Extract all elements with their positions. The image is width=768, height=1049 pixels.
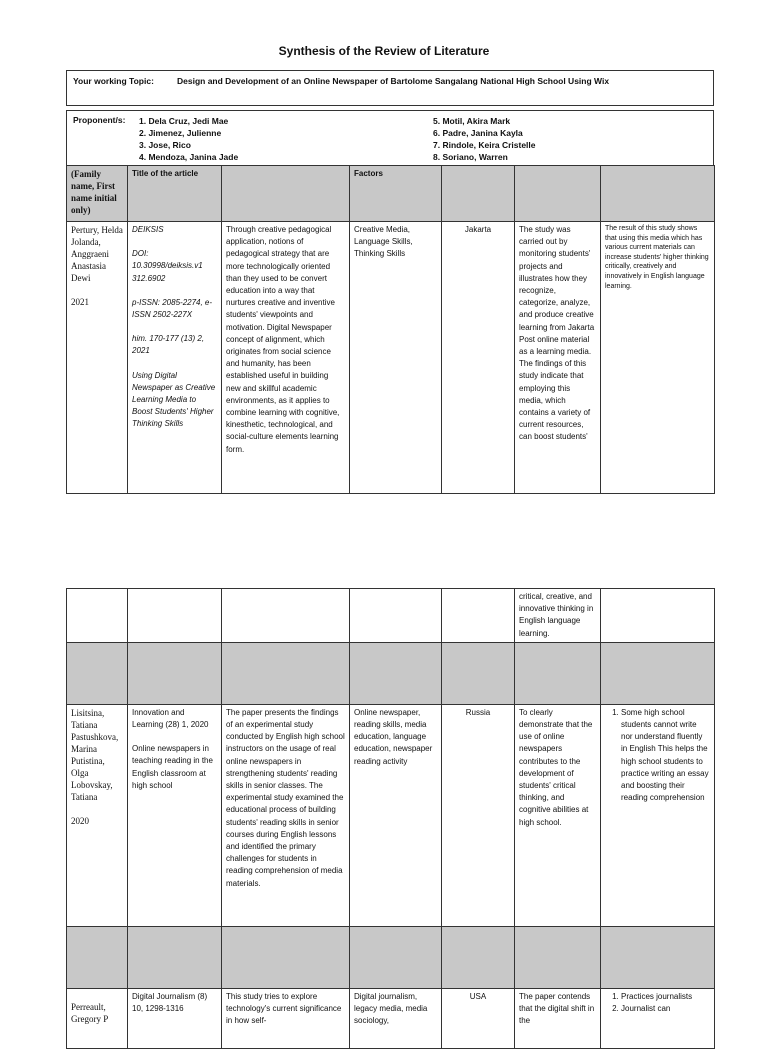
row3-title: Digital Journalism (8) 10, 1298-1316: [128, 988, 222, 1048]
conclusion-item: 2. Journalist can: [621, 1003, 710, 1015]
proponent-item: 5. Motil, Akira Mark: [433, 116, 511, 126]
table-row: [67, 589, 715, 643]
doi: DOI: 10.30998/deiksis.v1 312.6902: [132, 249, 203, 283]
header-factors: Factors: [350, 166, 442, 222]
row2-factors: Online newspaper, reading skills, media education, language education, newspaper reading activity: [350, 704, 442, 926]
header-cell: [601, 166, 715, 222]
proponents-list-left: [139, 115, 238, 163]
row1-summary: Through creative pedagogical application, notions of pedagogical strategy that are more technologically oriented than they used to be convert education into a way that nurtures creative and inventive students' viewpoints and motivation. Digital Newspaper concept of alignment, which originates from social science and humanity, has been established useful in building new and skillful academic environments, as it applies to combine learning with cognitive, kinesthetic, technological, and social-culture elements learning form.: [222, 222, 350, 494]
header-cell: [222, 166, 350, 222]
header-cell: [515, 166, 601, 222]
article-title: Using Digital Newspaper as Creative Learning Media to Boost Students' Higher Thinking Skills: [132, 370, 216, 429]
row2-title: [128, 704, 222, 926]
row3-findings: The paper contends that the digital shift in the: [515, 988, 601, 1048]
journal-name: DEIKSIS: [132, 225, 164, 234]
row3-conclusion: [601, 988, 715, 1048]
row2-author: [67, 704, 128, 926]
table-row: [67, 704, 715, 926]
author-names: Lisitsina, Tatiana Pastushkova, Marina Putistina, Olga Lobovskay, Tatiana: [71, 707, 119, 802]
row3-author: [67, 988, 128, 1048]
literature-table-part1: [66, 165, 715, 494]
article-title: Online newspapers in teaching reading in the English classroom at high school: [132, 744, 213, 790]
literature-table-part2: [66, 588, 715, 1049]
table-row: [67, 988, 715, 1048]
conclusion-item: 1. Practices journalists: [621, 991, 710, 1003]
table-row: [67, 222, 715, 494]
proponent-item: 1. Dela Cruz, Jedi Mae: [139, 116, 229, 126]
author-names: Pertury, Helda Jolanda, Anggraeni Anastasia Dewi: [71, 225, 123, 283]
header-title: Title of the article: [128, 166, 222, 222]
proponent-item: 3. Jose, Rico: [139, 140, 191, 150]
row3-factors: Digital journalism, legacy media, media sociology,: [350, 988, 442, 1048]
row1-location: Jakarta: [442, 222, 515, 494]
proponents-box: [66, 110, 714, 166]
row1-findings: The study was carried out by monitoring students' projects and illustrates how they recognize, categorize, analyze, and produce creative learning from Jakarta Post online material as a learning media. The findings of this study indicate that employing this media, which contains a variety of current resources, can boost students': [515, 222, 601, 494]
row1-findings-continued: critical, creative, and innovative thinking in English language learning.: [515, 589, 601, 643]
row2-findings: To clearly demonstrate that the use of online newspapers contributes to the development of students' critical thinking, and cognitive abilities at high school.: [515, 704, 601, 926]
page-title: Synthesis of the Review of Literature: [278, 44, 490, 58]
row1-factors: Creative Media, Language Skills, Thinking Skills: [350, 222, 442, 494]
row3-location: USA: [442, 988, 515, 1048]
table-header-row: [67, 166, 715, 222]
working-topic-box: [66, 70, 714, 106]
row1-title: [128, 222, 222, 494]
table-spacer-row: [67, 926, 715, 988]
row2-location: Russia: [442, 704, 515, 926]
pages: him. 170-177 (13) 2, 2021: [132, 334, 205, 356]
proponents-list-right: [433, 115, 536, 163]
header-author: (Family name, First name initial only): [67, 166, 128, 222]
proponent-item: 6. Padre, Janina Kayla: [433, 128, 523, 138]
row2-conclusion: [601, 704, 715, 926]
issn: p-ISSN: 2085-2274, e-ISSN 2502-227X: [132, 297, 213, 320]
row1-author: [67, 222, 128, 494]
proponents-label: Proponent/s:: [73, 115, 126, 125]
row2-summary: The paper presents the findings of an experimental study conducted by English high school instructors on the usage of real online newspapers in strengthening students' reading skills in senior classes. The experimental study examined the educational process of building students' reading skills in senior courses during English lessons and identified the primary challenges for students in reading comprehension of media materials.: [222, 704, 350, 926]
proponent-item: 7. Rindole, Keira Cristelle: [433, 140, 536, 150]
row3-summary: This study tries to explore technology's current significance in how self-: [222, 988, 350, 1048]
proponent-item: 8. Soriano, Warren: [433, 152, 508, 162]
topic-value: Design and Development of an Online Newspaper of Bartolome Sangalang National High School Using Wix: [177, 76, 610, 86]
row1-conclusion: The result of this study shows that using this media which has various current materials can increase students' higher thinking critically, creatively and innovatively in English language learning.: [601, 222, 715, 494]
journal-name: Innovation and Learning (28) 1, 2020: [132, 707, 209, 730]
topic-label: Your working Topic:: [73, 76, 154, 86]
proponent-item: 2. Jimenez, Julienne: [139, 128, 222, 138]
conclusion-item: 1. Some high school students cannot write nor understand fluently in English This helps the high school students to practice writing an essay and boosting their reading comprehension: [621, 707, 710, 805]
author-names: Perreault, Gregory P: [71, 1001, 109, 1024]
header-cell: [442, 166, 515, 222]
publication-year: 2020: [71, 815, 89, 826]
proponent-item: 4. Mendoza, Janina Jade: [139, 152, 239, 162]
publication-year: 2021: [71, 297, 89, 307]
table-spacer-row: [67, 642, 715, 704]
